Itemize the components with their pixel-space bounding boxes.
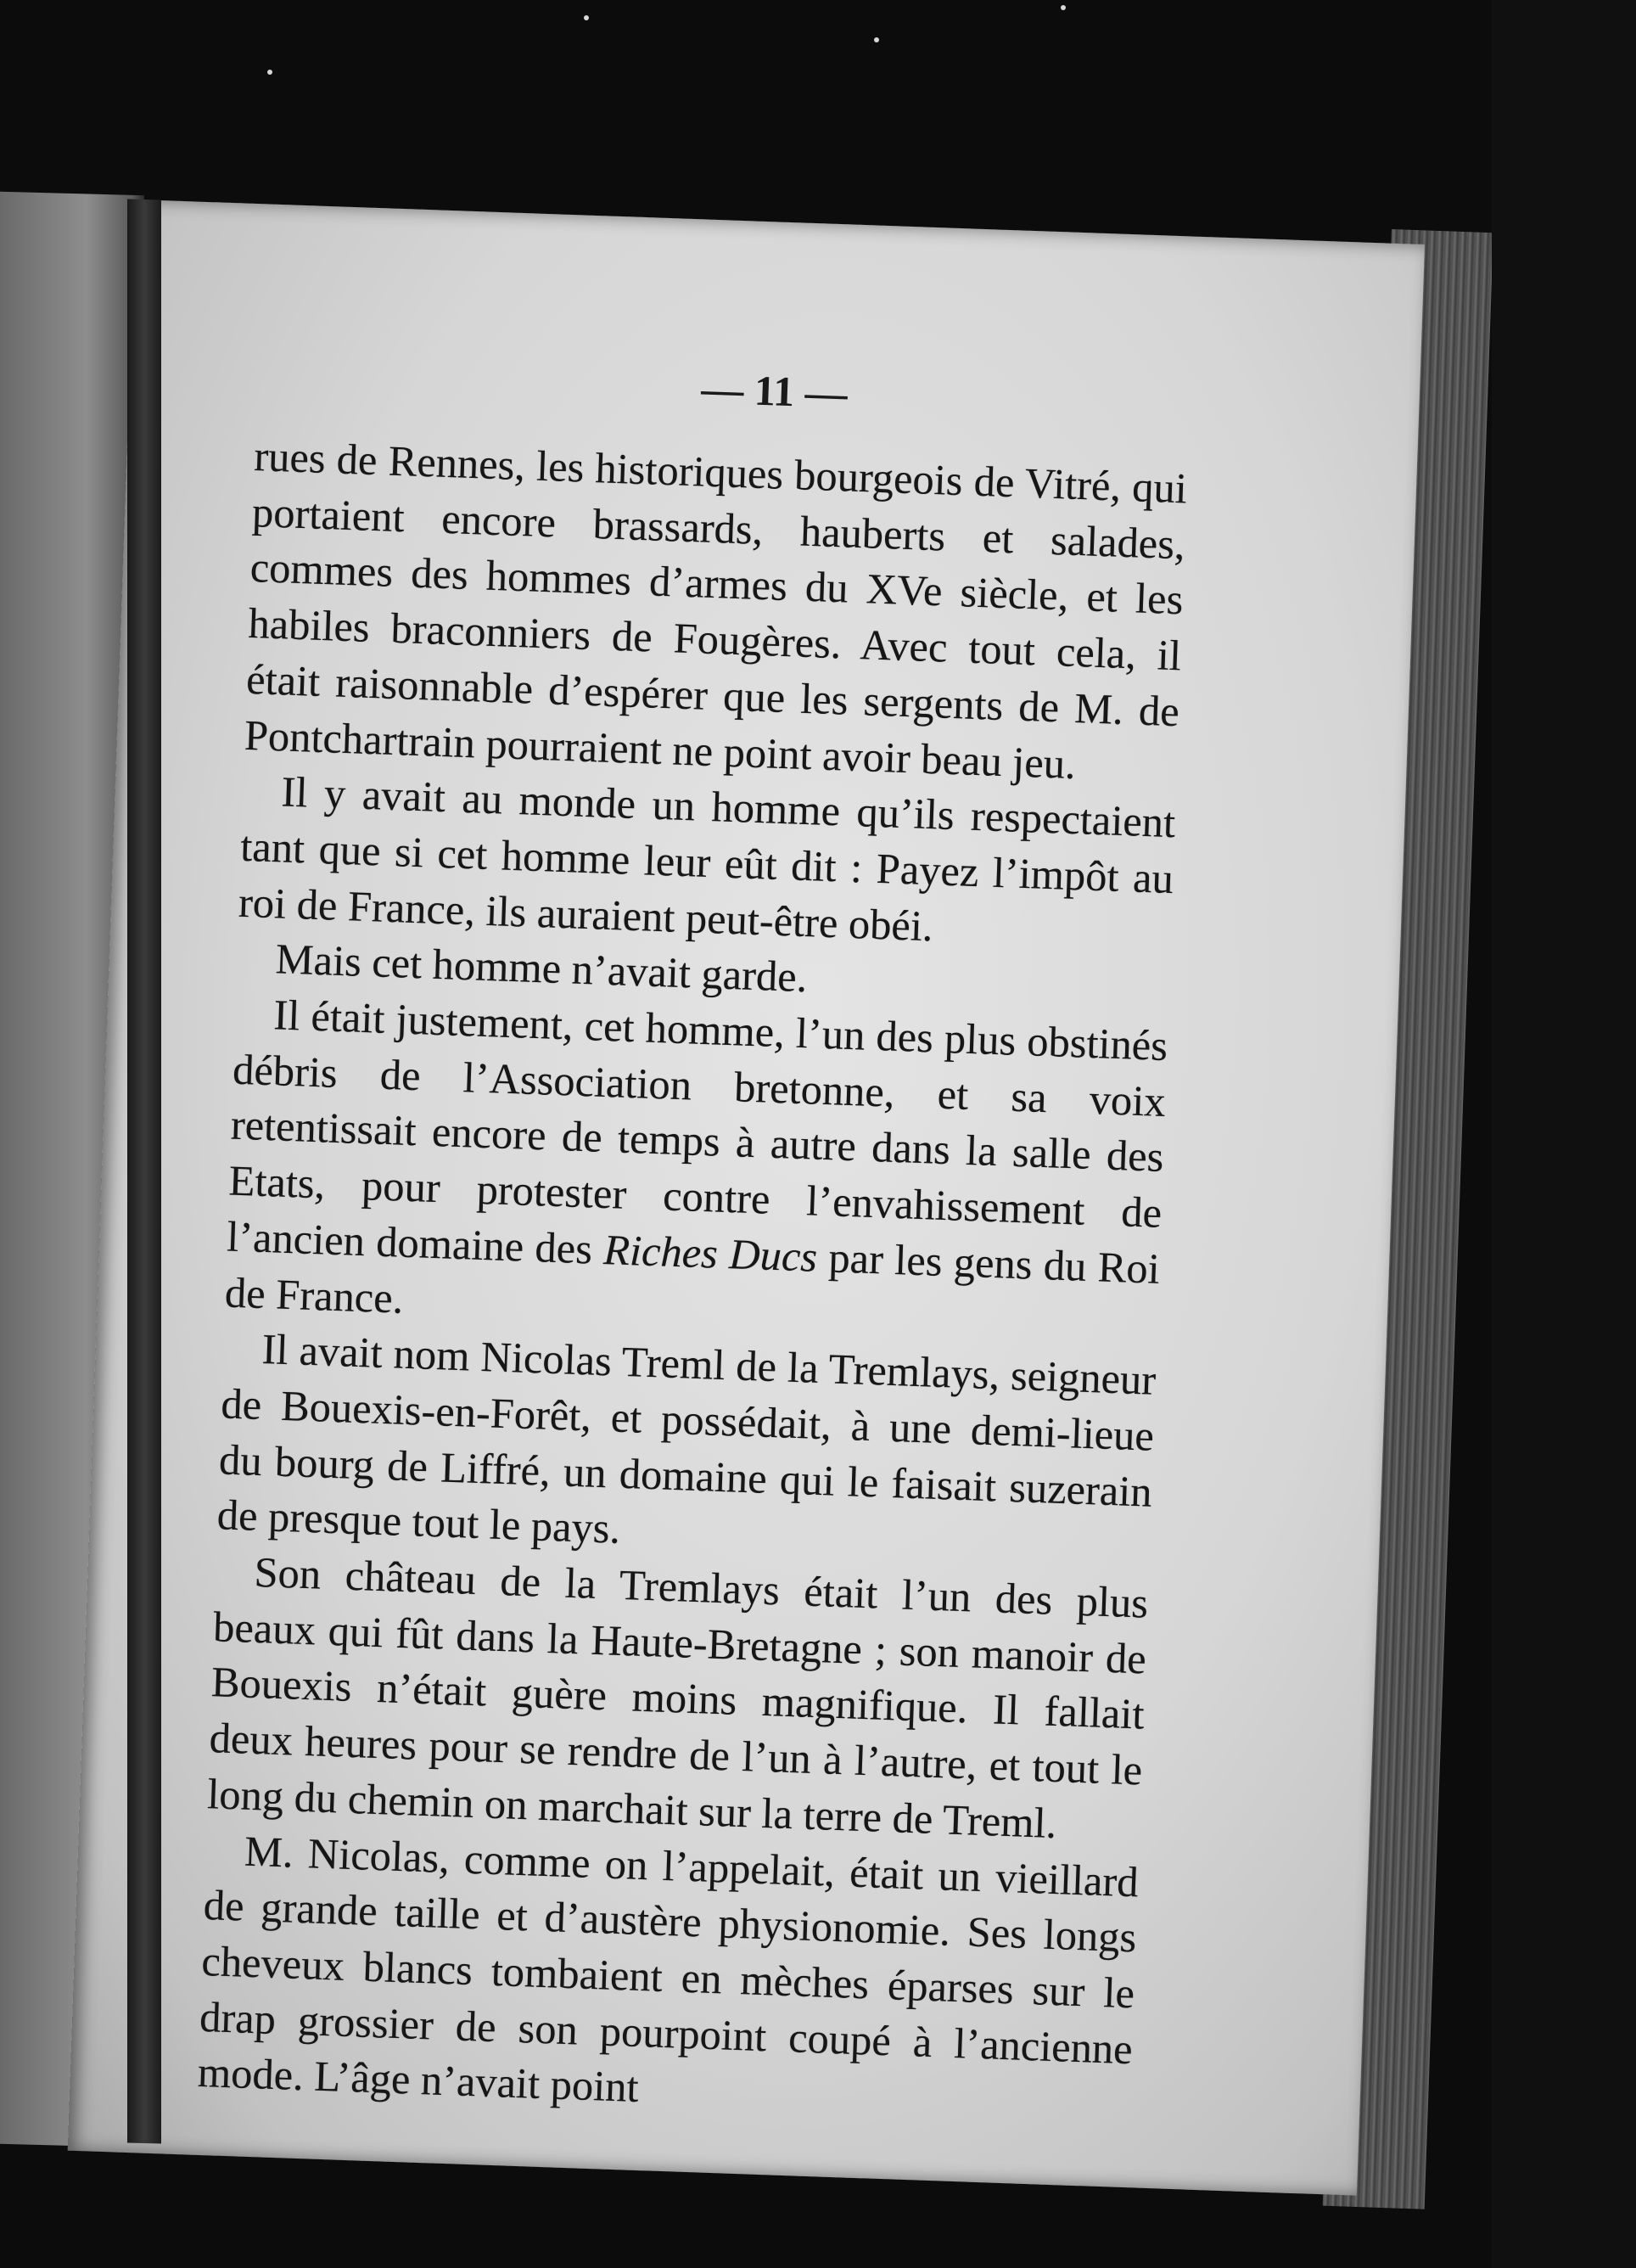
film-speck xyxy=(1061,5,1066,10)
paragraph-7: M. Nicolas, comme on l’appelait, était un vieillard de grande taille et d’austère physionomie. Ses longs cheveux blancs tombaient en mèches éparses sur le drap grossier de son pourpoint coupé à l’ancienne mode. L’âge n’avait point xyxy=(197,1827,1140,2112)
paragraph-4-italic: Riches Ducs xyxy=(602,1225,819,1281)
paragraph-4 xyxy=(224,986,1168,1353)
paragraph-2: Il y avait au monde un homme qu’ils respectaient tant que si cet homme leur eût dit : Payez l’impôt au roi de France, ils auraient peut-être obéi. xyxy=(238,767,1177,950)
paragraph-4-before: Il était justement, cet homme, l’un des plus obstinés débris de l’Association bretonne, et sa voix retentissait encore de temps à autre dans la salle des Etats, pour protester contre l’envahissement de l’ancien domaine des xyxy=(226,991,1168,1273)
paragraph-1: rues de Rennes, les historiques bourgeois de Vitré, qui portaient encore brassards, hauberts et salades, commes des hommes d’armes du XVe siècle, et les habiles braconniers de Fougères. Avec tout cela, il était raisonnable d’espérer que les sergents de M. de Pontchartrain pourraient ne point avoir beau jeu. xyxy=(244,432,1188,788)
page-text xyxy=(197,429,1188,2133)
book-gutter xyxy=(127,199,161,2143)
film-speck xyxy=(267,70,272,75)
page-number: — 11 — xyxy=(700,364,849,418)
paragraph-6: Son château de la Tremlays était l’un des plus beaux qui fût dans la Haute-Bretagne ; son manoir de Bouexis n’était guère moins magnifique. Il fallait deux heures pour se rendre de l’un à l’autre, et tout le long du chemin on marchait sur la terre de Treml. xyxy=(206,1547,1149,1847)
book-page xyxy=(68,199,1425,2196)
paragraph-3: Mais cet homme n’avait garde. xyxy=(274,935,809,1002)
paragraph-4-after: par les gens du Roi de France. xyxy=(224,1232,1161,1322)
film-speck xyxy=(874,37,879,42)
paragraph-5: Il avait nom Nicolas Treml de la Tremlays, seigneur de Bouexis-en-Forêt, et possédait, à une demi-lieue du bourg de Liffré, un domaine qui le faisait suzerain de presque tout le pays. xyxy=(216,1325,1157,1553)
film-speck xyxy=(584,15,589,20)
background-dark xyxy=(1492,0,1636,2268)
